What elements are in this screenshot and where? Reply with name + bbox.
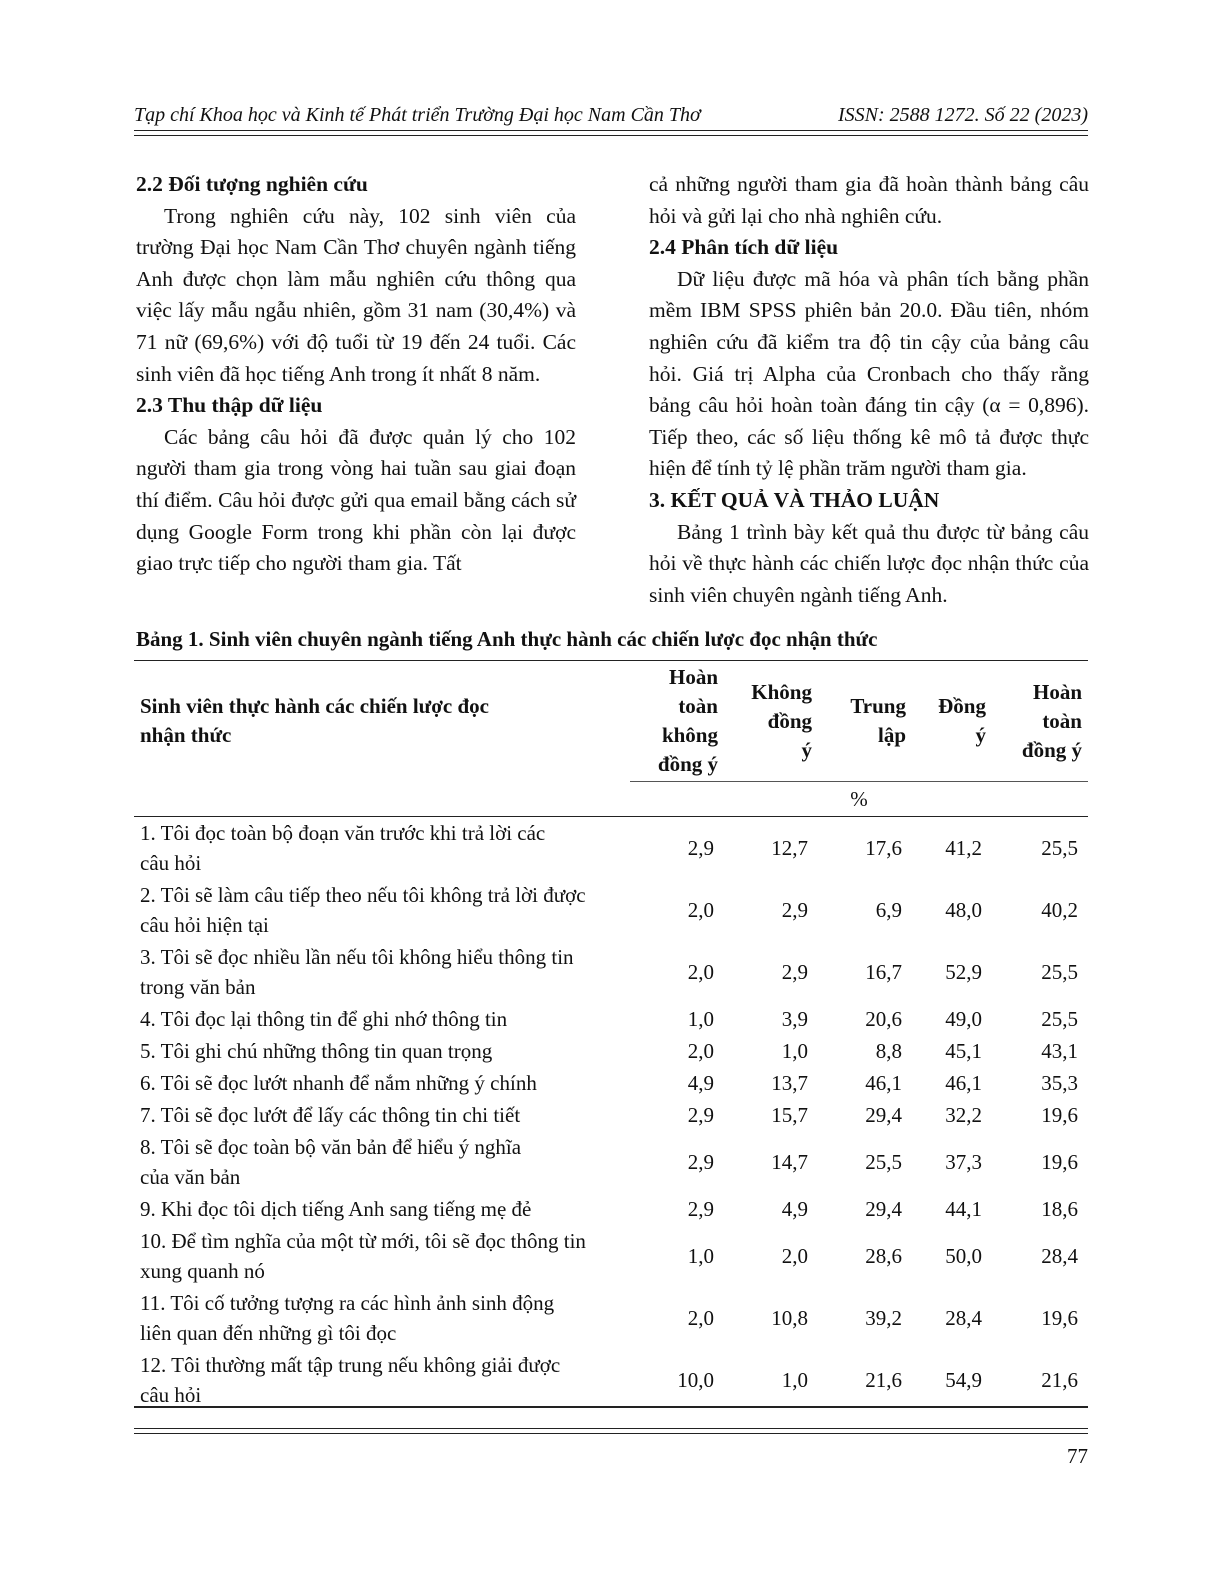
row-value: 10,0 [677, 1368, 714, 1392]
col-header-strongly-disagree: Hoàn toàn không đồng ý [630, 661, 724, 782]
table-row [134, 1003, 1088, 1035]
col-header-strongly-agree: Hoàn toàn đồng ý [992, 661, 1088, 782]
row-label: 12. Tôi thường mất tập trung nếu không giải được câu hỏi [140, 1353, 561, 1407]
row-value: 17,6 [865, 836, 902, 860]
row-value: 1,0 [687, 1007, 714, 1031]
section-2-4-title: 2.4 Phân tích dữ liệu [649, 235, 839, 260]
row-label: 2. Tôi sẽ làm câu tiếp theo nếu tôi không trả lời được câu hỏi hiện tại [140, 883, 586, 937]
row-value: 20,6 [865, 1007, 902, 1031]
row-value: 3,9 [781, 1007, 808, 1031]
running-header [134, 102, 1088, 130]
row-label: 6. Tôi sẽ đọc lướt nhanh để nắm những ý chính [140, 1071, 537, 1095]
row-label: 10. Để tìm nghĩa của một từ mới, tôi sẽ đọc thông tin xung quanh nó [140, 1229, 586, 1283]
row-value: 25,5 [1041, 960, 1078, 984]
row-label: 9. Khi đọc tôi dịch tiếng Anh sang tiếng mẹ đẻ [140, 1197, 532, 1221]
table-row [134, 1099, 1088, 1131]
table-row [134, 1287, 1088, 1349]
row-value: 2,9 [781, 898, 808, 922]
row-value: 2,9 [781, 960, 808, 984]
row-value: 46,1 [945, 1071, 982, 1095]
row-value: 2,9 [687, 1150, 714, 1174]
row-value: 54,9 [945, 1368, 982, 1392]
row-value: 1,0 [687, 1244, 714, 1268]
row-value: 28,6 [865, 1244, 902, 1268]
row-value: 15,7 [771, 1103, 808, 1127]
row-value: 32,2 [945, 1103, 982, 1127]
table-bottom-rule [134, 1406, 1088, 1408]
table-header-row [134, 661, 1088, 782]
table-body [134, 817, 1088, 1412]
row-value: 25,5 [1041, 836, 1078, 860]
table-row [134, 1131, 1088, 1193]
section-3-body: Bảng 1 trình bày kết quả thu được từ bảng câu hỏi về thực hành các chiến lược đọc nhận thức của sinh viên chuyên ngành tiếng Anh. [649, 519, 1089, 607]
row-value: 19,6 [1041, 1103, 1078, 1127]
row-value: 2,0 [687, 1039, 714, 1063]
row-value: 28,4 [945, 1306, 982, 1330]
section-2-2-title: 2.2 Đối tượng nghiên cứu [136, 172, 368, 196]
header-rule-top [134, 130, 1088, 131]
table-row [134, 879, 1088, 941]
row-label: 8. Tôi sẽ đọc toàn bộ văn bản để hiểu ý nghĩa của văn bản [140, 1135, 522, 1189]
row-value: 2,9 [687, 836, 714, 860]
row-value: 40,2 [1041, 898, 1078, 922]
row-label: 1. Tôi đọc toàn bộ đoạn văn trước khi trả lời các câu hỏi [140, 821, 546, 875]
row-value: 14,7 [771, 1150, 808, 1174]
section-2-2-body: Trong nghiên cứu này, 102 sinh viên của trường Đại học Nam Cần Thơ chuyên ngành tiếng Anh được chọn làm mẫu nghiên cứu thông qua việc lấy mẫu ngẫu nhiên, gồm 31 nam (30,4%) và 71 nữ (69,6%) với độ tuổi từ 19 đến 24 tuổi. Các sinh viên đã học tiếng Anh trong ít nhất 8 năm. [136, 203, 576, 386]
row-value: 10,8 [771, 1306, 808, 1330]
table-row [134, 941, 1088, 1003]
row-value: 21,6 [1041, 1368, 1078, 1392]
row-value: 2,0 [687, 1306, 714, 1330]
page-number: 77 [1067, 1444, 1088, 1468]
row-label: 4. Tôi đọc lại thông tin để ghi nhớ thông tin [140, 1007, 508, 1031]
col-header-disagree: Không đồng ý [724, 661, 818, 782]
row-value: 4,9 [687, 1071, 714, 1095]
row-value: 13,7 [771, 1071, 808, 1095]
row-value: 52,9 [945, 960, 982, 984]
table-row [134, 1193, 1088, 1225]
row-value: 41,2 [945, 836, 982, 860]
row-label: 7. Tôi sẽ đọc lướt để lấy các thông tin chi tiết [140, 1103, 521, 1127]
row-value: 46,1 [865, 1071, 902, 1095]
row-label: 5. Tôi ghi chú những thông tin quan trọng [140, 1039, 493, 1063]
right-column [649, 169, 1089, 611]
row-value: 49,0 [945, 1007, 982, 1031]
row-value: 43,1 [1041, 1039, 1078, 1063]
unit-label: % [630, 782, 1088, 817]
row-value: 1,0 [781, 1039, 808, 1063]
row-label: 11. Tôi cố tưởng tượng ra các hình ảnh sinh động liên quan đến những gì tôi đọc [140, 1291, 555, 1345]
col-header-neutral: Trung lập [818, 661, 912, 782]
left-column [136, 169, 576, 580]
row-value: 21,6 [865, 1368, 902, 1392]
row-value: 28,4 [1041, 1244, 1078, 1268]
table-row [134, 1067, 1088, 1099]
row-value: 2,9 [687, 1197, 714, 1221]
row-label: 3. Tôi sẽ đọc nhiều lần nếu tôi không hiểu thông tin trong văn bản [140, 945, 574, 999]
row-value: 16,7 [865, 960, 902, 984]
row-value: 2,0 [687, 960, 714, 984]
row-value: 19,6 [1041, 1150, 1078, 1174]
section-2-4-body: Dữ liệu được mã hóa và phân tích bằng phần mềm IBM SPSS phiên bản 20.0. Đầu tiên, nhóm nghiên cứu đã kiểm tra độ tin cậy của bảng câu hỏi. Giá trị Alpha của Cronbach cho thấy rằng bảng câu hỏi hoàn toàn đáng tin cậy (α = 0,896). Tiếp theo, các số liệu thống kê mô tả được thực hiện để tính tỷ lệ phần trăm người tham gia. [649, 266, 1089, 481]
row-value: 48,0 [945, 898, 982, 922]
row-value: 12,7 [771, 836, 808, 860]
row-value: 45,1 [945, 1039, 982, 1063]
row-value: 29,4 [865, 1103, 902, 1127]
col-header-agree: Đồng ý [912, 661, 992, 782]
table-row [134, 1225, 1088, 1287]
footer-rule-bottom [134, 1433, 1088, 1434]
header-rule-bottom [134, 135, 1088, 136]
row-value: 2,0 [781, 1244, 808, 1268]
row-value: 37,3 [945, 1150, 982, 1174]
row-value: 50,0 [945, 1244, 982, 1268]
section-2-3-continuation: cả những người tham gia đã hoàn thành bảng câu hỏi và gửi lại cho nhà nghiên cứu. [649, 172, 1089, 228]
table-caption: Bảng 1. Sinh viên chuyên ngành tiếng Anh thực hành các chiến lược đọc nhận thức [136, 627, 878, 651]
row-value: 25,5 [1041, 1007, 1078, 1031]
row-value: 29,4 [865, 1197, 902, 1221]
journal-title: Tạp chí Khoa học và Kinh tế Phát triển Trường Đại học Nam Cần Thơ [134, 104, 701, 126]
row-value: 4,9 [781, 1197, 808, 1221]
footer-rule-top [134, 1428, 1088, 1429]
row-value: 39,2 [865, 1306, 902, 1330]
row-value: 35,3 [1041, 1071, 1078, 1095]
row-value: 2,9 [687, 1103, 714, 1127]
results-table [134, 660, 1088, 1411]
issn-issue: ISSN: 2588 1272. Số 22 (2023) [838, 104, 1088, 126]
section-2-3-title: 2.3 Thu thập dữ liệu [136, 393, 323, 418]
row-value: 18,6 [1041, 1197, 1078, 1221]
row-value: 44,1 [945, 1197, 982, 1221]
row-value: 1,0 [781, 1368, 808, 1392]
row-value: 25,5 [865, 1150, 902, 1174]
stub-header: Sinh viên thực hành các chiến lược đọc nhận thức [134, 661, 630, 782]
section-2-3-body: Các bảng câu hỏi đã được quản lý cho 102 người tham gia trong vòng hai tuần sau giai đoạn thí điểm. Câu hỏi được gửi qua email bằng cách sử dụng Google Form trong khi phần còn lại được giao trực tiếp cho người tham gia. Tất [136, 424, 576, 576]
unit-row [134, 782, 1088, 817]
row-value: 6,9 [875, 898, 902, 922]
row-value: 8,8 [875, 1039, 902, 1063]
row-value: 2,0 [687, 898, 714, 922]
table-row [134, 817, 1088, 880]
section-3-title: 3. KẾT QUẢ VÀ THẢO LUẬN [649, 487, 940, 512]
table-row [134, 1349, 1088, 1411]
row-value: 19,6 [1041, 1306, 1078, 1330]
table-row [134, 1035, 1088, 1067]
